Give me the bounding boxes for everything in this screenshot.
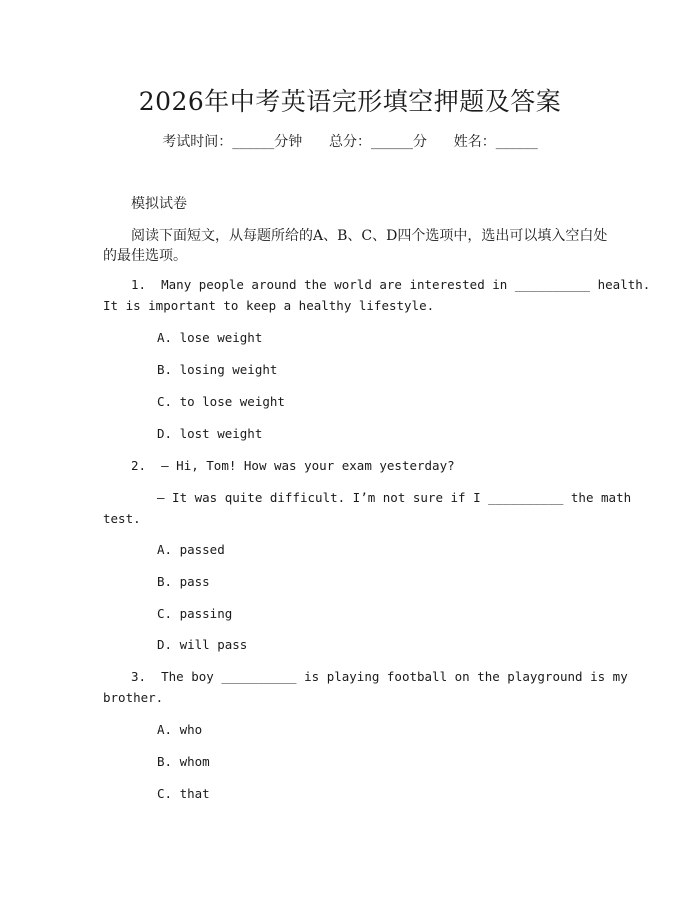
question-stem: The boy __________ is playing football on the playground is my	[161, 669, 628, 684]
score-unit: 分	[413, 134, 427, 150]
score-label: 总分：	[329, 134, 371, 150]
question-number: 3.	[131, 669, 147, 684]
question-2-stem-line-3: test.	[103, 511, 141, 526]
option-b: B. losing weight	[157, 362, 278, 377]
document-title: 2026年中考英语完形填空押题及答案	[138, 87, 562, 116]
section-title: 模拟试卷	[131, 196, 187, 212]
question-1-stem-line-2: It is important to keep a healthy lifestyle.	[103, 298, 435, 313]
question-stem: Many people around the world are interested in __________ health.	[161, 277, 651, 292]
question-stem: — Hi, Tom! How was your exam yesterday?	[161, 458, 455, 473]
option-a: A. lose weight	[157, 330, 263, 345]
option-a: A. passed	[157, 542, 225, 557]
option-b: B. whom	[157, 754, 210, 769]
question-number: 1.	[131, 277, 147, 292]
question-1	[131, 277, 650, 292]
name-blank: ______	[495, 134, 538, 150]
question-2	[131, 458, 455, 473]
option-a: A. who	[157, 722, 203, 737]
question-3	[131, 669, 628, 684]
instructions-line-2: 的最佳选项。	[103, 248, 187, 264]
score-blank: ______	[371, 134, 413, 150]
option-d: D. lost weight	[157, 426, 263, 441]
time-unit: 分钟	[274, 134, 303, 150]
option-c: C. that	[157, 786, 210, 801]
option-c: C. to lose weight	[157, 394, 285, 409]
time-blank: ______	[232, 134, 275, 150]
exam-meta	[0, 131, 700, 151]
question-3-stem-line-2: brother.	[103, 690, 164, 705]
option-c: C. passing	[157, 606, 233, 621]
time-label: 考试时间：	[162, 134, 233, 150]
question-number: 2.	[131, 458, 147, 473]
question-2-stem-line-2: — It was quite difficult. I’m not sure if I __________ the math	[157, 490, 632, 505]
option-b: B. pass	[157, 574, 210, 589]
instructions-line-1: 阅读下面短文，从每题所给的A、B、C、D四个选项中，选出可以填入空白处	[131, 228, 608, 244]
name-label: 姓名：	[453, 134, 496, 150]
option-d: D. will pass	[157, 637, 248, 652]
